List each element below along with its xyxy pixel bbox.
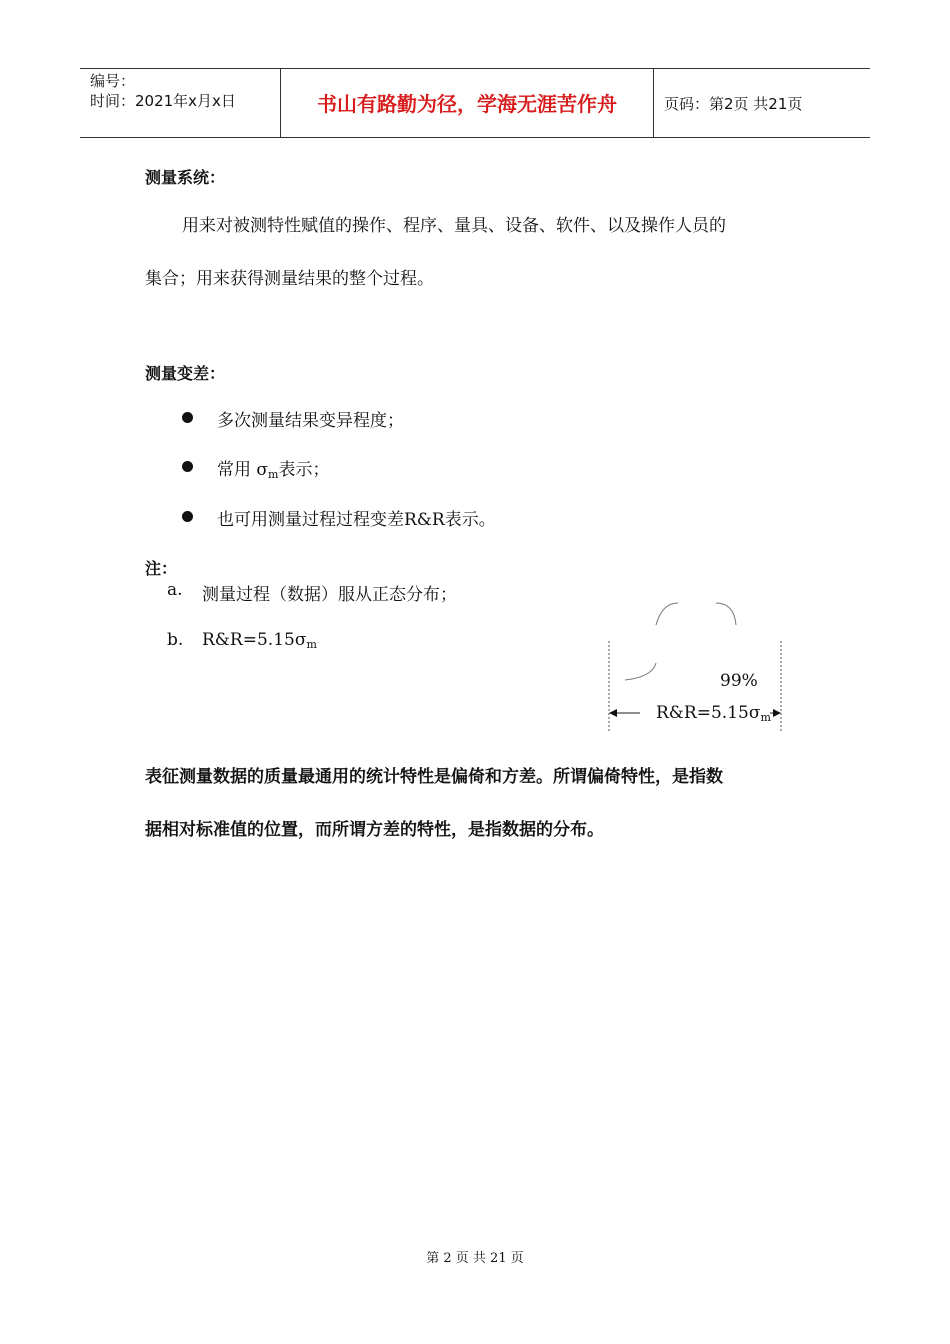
- subscript: m: [268, 468, 279, 481]
- subscript: m: [306, 638, 317, 651]
- arrow-left-icon: [609, 709, 617, 717]
- list-item: 也可用测量过程过程变差R&R表示。: [217, 510, 496, 530]
- notes-title: 注：: [145, 559, 178, 578]
- header-meta-cell: [80, 69, 281, 137]
- list-item-text: 表示；: [278, 460, 330, 480]
- number-label: 编号：: [90, 72, 136, 90]
- list-item: [217, 455, 329, 481]
- figure-percent-label: 99%: [720, 671, 758, 691]
- note-marker: a.: [167, 580, 183, 600]
- page-header: [80, 68, 870, 138]
- paragraph-line: 集合；用来获得测量结果的整个过程。: [145, 269, 434, 289]
- formula-text: R&R=5.15σ: [202, 630, 307, 650]
- bullet-icon: [182, 511, 193, 522]
- section-title-measurement-system: 测量系统：: [145, 168, 226, 187]
- subscript: m: [760, 711, 771, 724]
- paragraph-line: 用来对被测特性赋值的操作、程序、量具、设备、软件、以及操作人员的: [182, 216, 726, 236]
- bullet-icon: [182, 461, 193, 472]
- note-formula: [202, 630, 317, 651]
- motto: 书山有路勤为径，学海无涯苦作舟: [281, 69, 654, 137]
- page-label: 页码：第2页 共21页: [664, 95, 803, 113]
- page-footer: 第 2 页 共 21 页: [426, 1251, 524, 1266]
- figure-range-text: R&R=5.15σ: [656, 703, 761, 723]
- curve-arc: [625, 663, 656, 680]
- conclusion-line: 据相对标准值的位置，而所谓方差的特性，是指数据的分布。: [145, 820, 604, 840]
- conclusion-line: 表征测量数据的质量最通用的统计特性是偏倚和方差。所谓偏倚特性，是指数: [145, 767, 723, 787]
- arrow-right-icon: [773, 709, 781, 717]
- figure-range-label: [656, 703, 771, 724]
- list-item: 多次测量结果变异程度；: [217, 411, 404, 431]
- bullet-icon: [182, 412, 193, 423]
- list-item-text: 常用 σ: [217, 460, 269, 480]
- section-title-measurement-variation: 测量变差：: [145, 364, 226, 383]
- time-label: 时间：2021年x月x日: [90, 92, 236, 110]
- note-marker: b.: [167, 630, 184, 650]
- curve-arc: [656, 603, 678, 625]
- note-text: 测量过程（数据）服从正态分布；: [202, 585, 457, 605]
- curve-arc: [716, 603, 736, 625]
